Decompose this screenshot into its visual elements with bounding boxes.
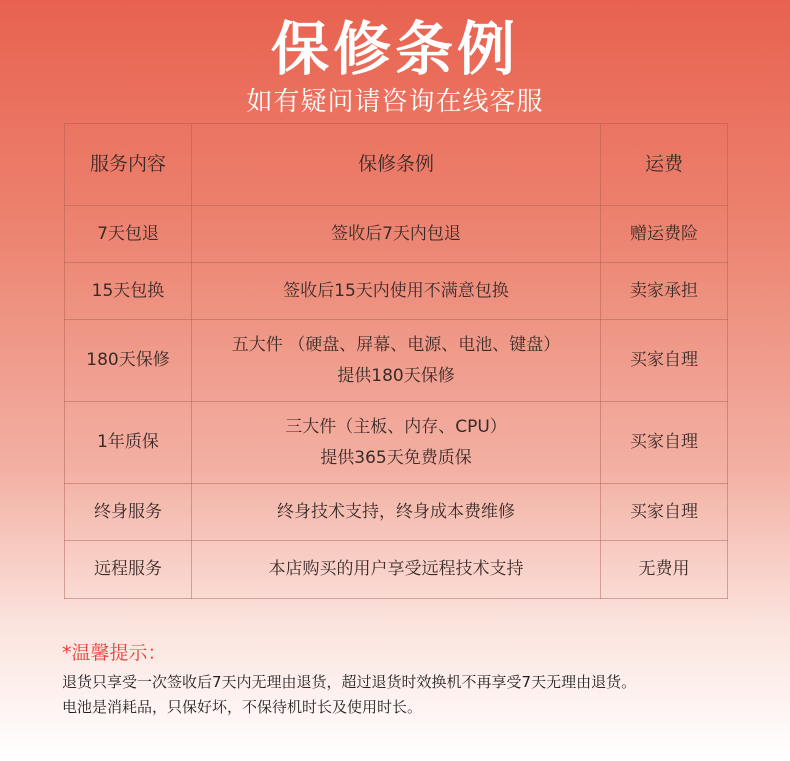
policy-cell — [192, 263, 601, 320]
policy-line: 终身技术支持，终身成本费维修 — [277, 501, 515, 522]
policy-line: 本店购买的用户享受远程技术支持 — [268, 559, 524, 579]
table-row — [65, 206, 728, 263]
tips-title: *温馨提示： — [62, 642, 167, 664]
table-row — [65, 484, 728, 541]
page-subtitle: 如有疑问请咨询在线客服 — [246, 87, 544, 117]
header-service: 服务内容 — [65, 124, 192, 206]
policy-line: 签收后7天内包退 — [331, 223, 461, 244]
policy-cell — [192, 206, 601, 263]
shipping-cell: 买家自理 — [601, 402, 728, 484]
table-row — [65, 320, 728, 402]
policy-line: 提供180天保修 — [337, 365, 455, 386]
service-cell: 1年质保 — [65, 402, 192, 484]
warranty-table — [64, 123, 728, 599]
service-cell: 终身服务 — [65, 484, 192, 541]
shipping-cell: 买家自理 — [601, 320, 728, 402]
service-cell: 远程服务 — [65, 541, 192, 599]
table-row — [65, 263, 728, 320]
header-shipping: 运费 — [601, 124, 728, 206]
tips-line: 退货只享受一次签收后7天内无理由退货，超过退货时效换机不再享受7天无理由退货。 — [62, 673, 637, 691]
shipping-cell: 赠运费险 — [601, 206, 728, 263]
service-cell: 180天保修 — [65, 320, 192, 402]
service-cell: 7天包退 — [65, 206, 192, 263]
policy-cell — [192, 320, 601, 402]
policy-cell — [192, 402, 601, 484]
page-title: 保修条例 — [270, 15, 519, 83]
shipping-cell: 卖家承担 — [601, 263, 728, 320]
shipping-cell: 买家自理 — [601, 484, 728, 541]
policy-line: 三大件（主板、内存、CPU） — [285, 416, 507, 437]
policy-line: 签收后15天内使用不满意包换 — [283, 280, 509, 301]
policy-cell — [192, 541, 601, 599]
table-row — [65, 402, 728, 484]
service-cell: 15天包换 — [65, 263, 192, 320]
tips-line: 电池是消耗品，只保好坏，不保待机时长及使用时长。 — [62, 698, 423, 716]
table-header-row — [65, 124, 728, 206]
header-policy: 保修条例 — [192, 124, 601, 206]
table-row — [65, 541, 728, 599]
policy-line: 提供365天免费质保 — [320, 447, 472, 468]
policy-line: 五大件 （硬盘、屏幕、电源、电池、键盘） — [231, 334, 561, 355]
tips-section — [62, 640, 762, 720]
shipping-cell: 无费用 — [601, 541, 728, 599]
policy-cell — [192, 484, 601, 541]
